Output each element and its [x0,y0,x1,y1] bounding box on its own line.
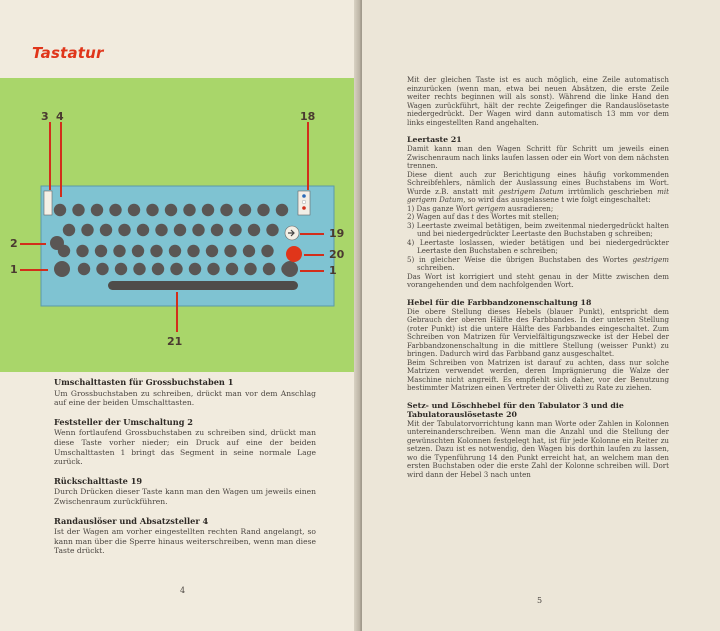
typewriter-key [132,245,144,257]
shift-lock-key [50,236,64,250]
page-title: Tastatur [32,44,104,62]
shift-key [282,261,298,277]
typewriter-key [266,224,278,236]
typewriter-key [72,204,84,216]
section-heading: Leertaste 21 [407,135,462,144]
callout-line-4 [60,122,62,197]
typewriter-key [261,245,273,257]
list-item: 3) Leertaste zweimal betätigen, beim zweitenmal niedergedrückt halten und bei niedergedrückter Leertaste den Buchstaben g schreiben; [407,220,669,238]
typewriter-key [63,224,75,236]
list-item: 2) Wagen auf das t des Wortes mit stellen; [407,212,560,221]
ribbon-dot-blue [302,194,306,198]
typewriter-key [206,245,218,257]
typewriter-key [95,245,107,257]
typewriter-key [128,204,140,216]
right-page-text [407,76,669,479]
typewriter-key [76,245,88,257]
typewriter-key [155,224,167,236]
typewriter-key [91,204,103,216]
margin-release-key [44,191,52,215]
list-item: 1) Das ganze Wort gerigem ausradieren; [407,203,554,213]
typewriter-key [81,224,93,236]
paragraph: Damit kann man den Wagen Schritt für Schritt um jeweils einen Zwischenraum nach links laufen lassen oder ein Wort von dem nächsten trennen. [407,144,669,170]
list-item: 5) in gleicher Weise die übrigen Buchstaben des Wortes gestrigem schreiben. [407,254,669,272]
list-item: 4) Leertaste loslassen, wieder betätigen und bei niedergedrückter Leertaste den Buchstaben e schreiben; [407,237,669,255]
callout-line-18 [307,122,309,190]
typewriter-key [165,204,177,216]
intro-paragraph: Mit der gleichen Taste ist es auch möglich, eine Zeile automatisch einzurücken (wenn man, etwa bei neuen Absätzen, die erste Zeile weiter rechts beginnen will als sonst). Während die linke Hand den Wagen zurückführt, hält der rechte Zeigefinger die Randauslösetaste niedergedrückt. Der Wagen wird dann automatisch 13 mm vor dem links eingestellten Rand angehalten. [407,75,669,127]
typewriter-key [263,263,275,275]
typewriter-key [189,263,201,275]
section-heading: Hebel für die Farbbandzonenschaltung 18 [407,297,592,307]
callout-line-2 [20,243,46,245]
typewriter-key [192,224,204,236]
callout-2: 2 [10,237,18,250]
typewriter-key [276,204,288,216]
ribbon-dot-white [302,200,306,204]
callout-1-right: 1 [329,264,337,277]
typewriter-key [137,224,149,236]
paragraph: Mit der Tabulatorvorrichtung kann man Worte oder Zahlen in Kolonnen untereinanderschreiben. Wenn man die Anzahl und die Stellung der gewünschten Kolonnen festgelegt hat, ist für jede Kolonne ein Reiter zu setzen. Dazu ist es notwendig, den Wagen bis dorthin laufen zu lassen, wo die Typenführung 14 den Punkt erreicht hat, an welchem man den ersten Buchstaben oder die erste Zahl der Kolonne schreiben will. Dort wird dann der Hebel 3 nach unten [407,418,669,479]
typewriter-key [183,204,195,216]
callout-4: 4 [56,110,64,123]
typewriter-key [169,245,181,257]
section-heading: Setz- und Löschhebel für den Tabulator 3 und die Tabulatorauslösetaste 20 [407,400,624,419]
ribbon-dot-red [302,206,306,210]
tabulator-key [286,246,302,262]
shift-key [54,261,70,277]
typewriter-key [150,245,162,257]
typewriter-key [174,224,186,236]
section-heading: Feststeller der Umschaltung 2 [54,416,193,427]
paragraph: Die obere Stellung dieses Hebels (blauer Punkt), entspricht dem Gebrauch der oberen Hälfte des Farbbandes. In der unteren Stellung (roter Punkt) ist die untere Hälfte des Farbbandes eingeschaltet. Zum Schreiben von Matrizen für Vervielfältigungszwecke ist der Hebel der Farbbandzonenschaltung in die mittlere Stellung (weisser Punkt) zu bringen. Dadurch wird das Farbband ganz ausgeschaltet. [407,306,669,358]
typewriter-key [202,204,214,216]
typewriter-key [78,263,90,275]
paragraph: Beim Schreiben von Matrizen ist darauf zu achten, dass nur solche Matrizen verwendet werden, deren Imprägnierung die Walze der Maschine nicht angreift. Es empfiehlt sich daher, vor der Benutzung bestimmter Matrizen einen Vertreter der Olivetti zu Rate zu ziehen. [407,357,669,392]
callout-18: 18 [300,110,316,123]
section-body: Wenn fortlaufend Grossbuchstaben zu schreiben sind, drückt man diese Taste vorher nieder; ein Druck auf eine der beiden Umschalttasten 1 bringt das Segment in seine normale Lage zurück. [54,428,316,467]
callout-1-left: 1 [10,263,18,276]
page-number-left: 4 [180,586,186,595]
section-body: Durch Drücken dieser Taste kann man den Wagen um jeweils einen Zwischenraum zurückführen. [54,487,316,506]
section-heading: Umschalttasten für Grossbuchstaben 1 [54,377,234,387]
typewriter-key [244,263,256,275]
typewriter-key [239,204,251,216]
typewriter-key [96,263,108,275]
callout-line-3 [49,122,51,190]
typewriter-key [115,263,127,275]
typewriter-key [243,245,255,257]
callout-19: 19 [329,227,345,240]
typewriter-key [257,204,269,216]
typewriter-key [248,224,260,236]
callout-3: 3 [41,110,49,123]
typewriter-key [229,224,241,236]
callout-line-20 [304,254,324,256]
typewriter-key [109,204,121,216]
section-heading: Rückschalttaste 19 [54,475,143,486]
section-heading: Randauslöser und Absatzsteller 4 [54,515,209,526]
callout-20: 20 [329,248,345,261]
typewriter-key [220,204,232,216]
typewriter-key [133,263,145,275]
typewriter-key [224,245,236,257]
typewriter-key [152,263,164,275]
typewriter-key [207,263,219,275]
paragraph: Diese dient auch zur Berichtigung eines häufig vorkommenden Schreibfehlers, nämlich der Auslassung eines Buchstabens im Wort. Wurde z.B. anstatt mit gestrigem Datum irrtümlich geschrieben mit gerigem Datum, so wird das ausgelassene t wie folgt eingeschaltet: [407,169,669,204]
callout-line-1-right [300,270,324,272]
typewriter-key [226,263,238,275]
callout-line-21 [176,292,178,332]
callout-line-1-left [20,269,48,271]
callout-21: 21 [167,335,183,348]
typewriter-key [100,224,112,236]
typewriter-key [113,245,125,257]
page-number-right: 5 [537,596,543,605]
section-body: Ist der Wagen am vorher eingestellten rechten Rand angelangt, so kann man über die Sperre hinaus weiterschreiben, wenn man diese Taste drückt. [54,527,316,556]
typewriter-key [146,204,158,216]
typewriter-key [118,224,130,236]
space-bar [108,281,298,290]
left-page-text [54,378,316,566]
typewriter-key [170,263,182,275]
callout-line-19 [300,233,324,235]
paragraph: Das Wort ist korrigiert und steht genau in der Mitte zwischen dem vorangehenden und dem nachfolgenden Wort. [407,271,669,289]
typewriter-key [211,224,223,236]
section-body: Um Grossbuchstaben zu schreiben, drückt man vor dem Anschlag auf eine der beiden Umschalttasten. [54,388,316,408]
typewriter-key [54,204,66,216]
typewriter-key [187,245,199,257]
